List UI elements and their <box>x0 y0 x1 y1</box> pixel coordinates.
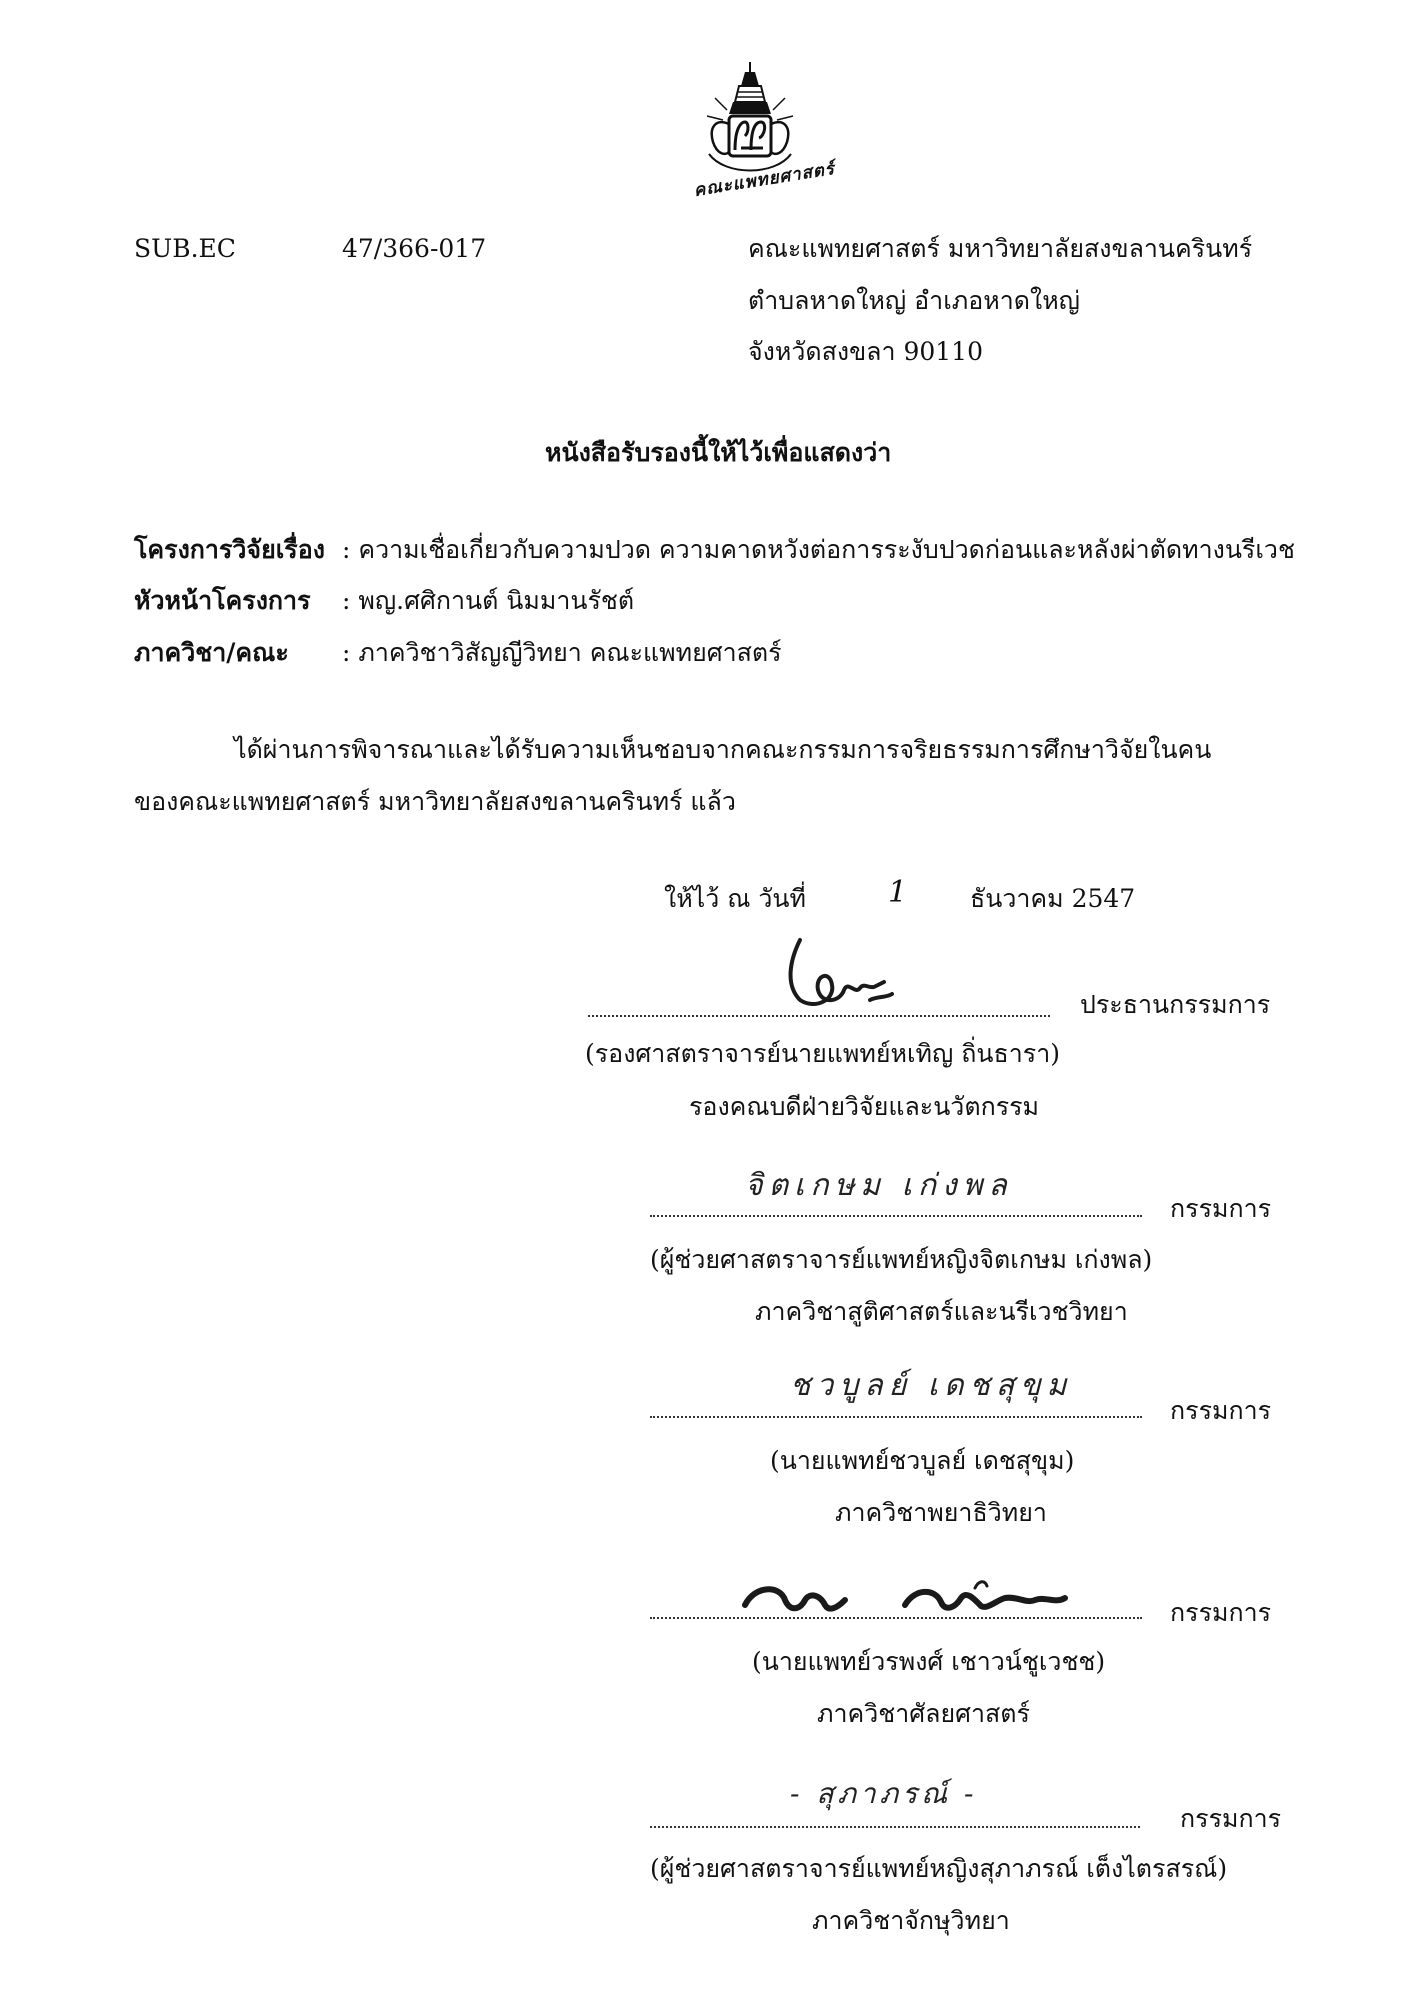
handwritten-signature-4 <box>735 1570 1095 1630</box>
signatory-1-name: (รองศาสตราจารย์นายแพทย์หเทิญ ถิ่นธารา) <box>585 1039 1061 1068</box>
address-line-2: ตำบลหาดใหญ่ อำเภอหาดใหญ่ <box>748 286 1080 315</box>
field-label-leader: หัวหน้าโครงการ <box>134 586 311 615</box>
field-value-project: : ความเชื่อเกี่ยวกับความปวด ความคาดหวังต่อการระงับปวดก่อนและหลังผ่าตัดทางนรีเวช <box>342 535 1295 564</box>
field-label-department: ภาควิชา/คณะ <box>134 638 289 667</box>
signatory-2-role: กรรมการ <box>1170 1194 1272 1223</box>
university-seal <box>675 58 837 202</box>
signature-line-5 <box>650 1826 1140 1828</box>
body-line-2: ของคณะแพทยศาสตร์ มหาวิทยาลัยสงขลานครินทร์ แล้ว <box>134 787 736 816</box>
signatory-4-position: ภาควิชาศัลยศาสตร์ <box>817 1699 1030 1728</box>
signature-line-3 <box>650 1416 1142 1418</box>
signatory-5-position: ภาควิชาจักษุวิทยา <box>812 1906 1010 1935</box>
ref-code: SUB.EC <box>134 234 236 263</box>
body-line-1: ได้ผ่านการพิจารณาและได้รับความเห็นชอบจากคณะกรรมการจริยธรรมการศึกษาวิจัยในคน <box>234 735 1212 764</box>
date-prefix: ให้ไว้ ณ วันที่ <box>664 884 806 913</box>
signatory-2-name: (ผู้ช่วยศาสตราจารย์แพทย์หญิงจิตเกษม เก่งพล) <box>650 1245 1153 1274</box>
signature-line-2 <box>650 1215 1142 1217</box>
signatory-3-role: กรรมการ <box>1170 1396 1272 1425</box>
address-line-1: คณะแพทยศาสตร์ มหาวิทยาลัยสงขลานครินทร์ <box>748 234 1253 263</box>
signatory-1-role: ประธานกรรมการ <box>1080 990 1271 1019</box>
signatory-5-role: กรรมการ <box>1180 1804 1282 1833</box>
handwritten-signature-1 <box>760 930 910 1020</box>
address-line-3: จังหวัดสงขลา 90110 <box>748 337 983 366</box>
handwritten-signature-5: - สุภาภรณ์ - <box>790 1777 978 1810</box>
seal-caption: คณะแพทยศาสตร์ <box>692 158 837 202</box>
signatory-3-position: ภาควิชาพยาธิวิทยา <box>835 1498 1047 1527</box>
handwritten-signature-2: จิตเกษม เก่งพล <box>745 1168 1013 1203</box>
handwritten-signature-3: ชวบูลย์ เดชสุขุม <box>790 1368 1073 1403</box>
signatory-4-name: (นายแพทย์วรพงศ์ เชาวน์ชูเวชช) <box>752 1647 1106 1676</box>
field-label-project: โครงการวิจัยเรื่อง <box>134 535 325 564</box>
date-month-year: ธันวาคม 2547 <box>970 884 1136 913</box>
field-value-leader: : พญ.ศศิกานต์ นิมมานรัชต์ <box>342 586 635 615</box>
signatory-2-position: ภาควิชาสูติศาสตร์และนรีเวชวิทยา <box>755 1297 1128 1326</box>
signatory-5-name: (ผู้ช่วยศาสตราจารย์แพทย์หญิงสุภาภรณ์ เต็งไตรสรณ์) <box>650 1854 1228 1883</box>
signatory-3-name: (นายแพทย์ชวบูลย์ เดชสุขุม) <box>770 1446 1075 1475</box>
date-day: 1 <box>888 875 908 910</box>
signatory-1-position: รองคณบดีฝ่ายวิจัยและนวัตกรรม <box>689 1092 1040 1121</box>
ref-number: 47/366-017 <box>342 234 487 263</box>
field-value-department: : ภาควิชาวิสัญญีวิทยา คณะแพทยศาสตร์ <box>342 638 782 667</box>
signatory-4-role: กรรมการ <box>1170 1598 1272 1627</box>
certificate-title: หนังสือรับรองนี้ให้ไว้เพื่อแสดงว่า <box>545 438 892 467</box>
